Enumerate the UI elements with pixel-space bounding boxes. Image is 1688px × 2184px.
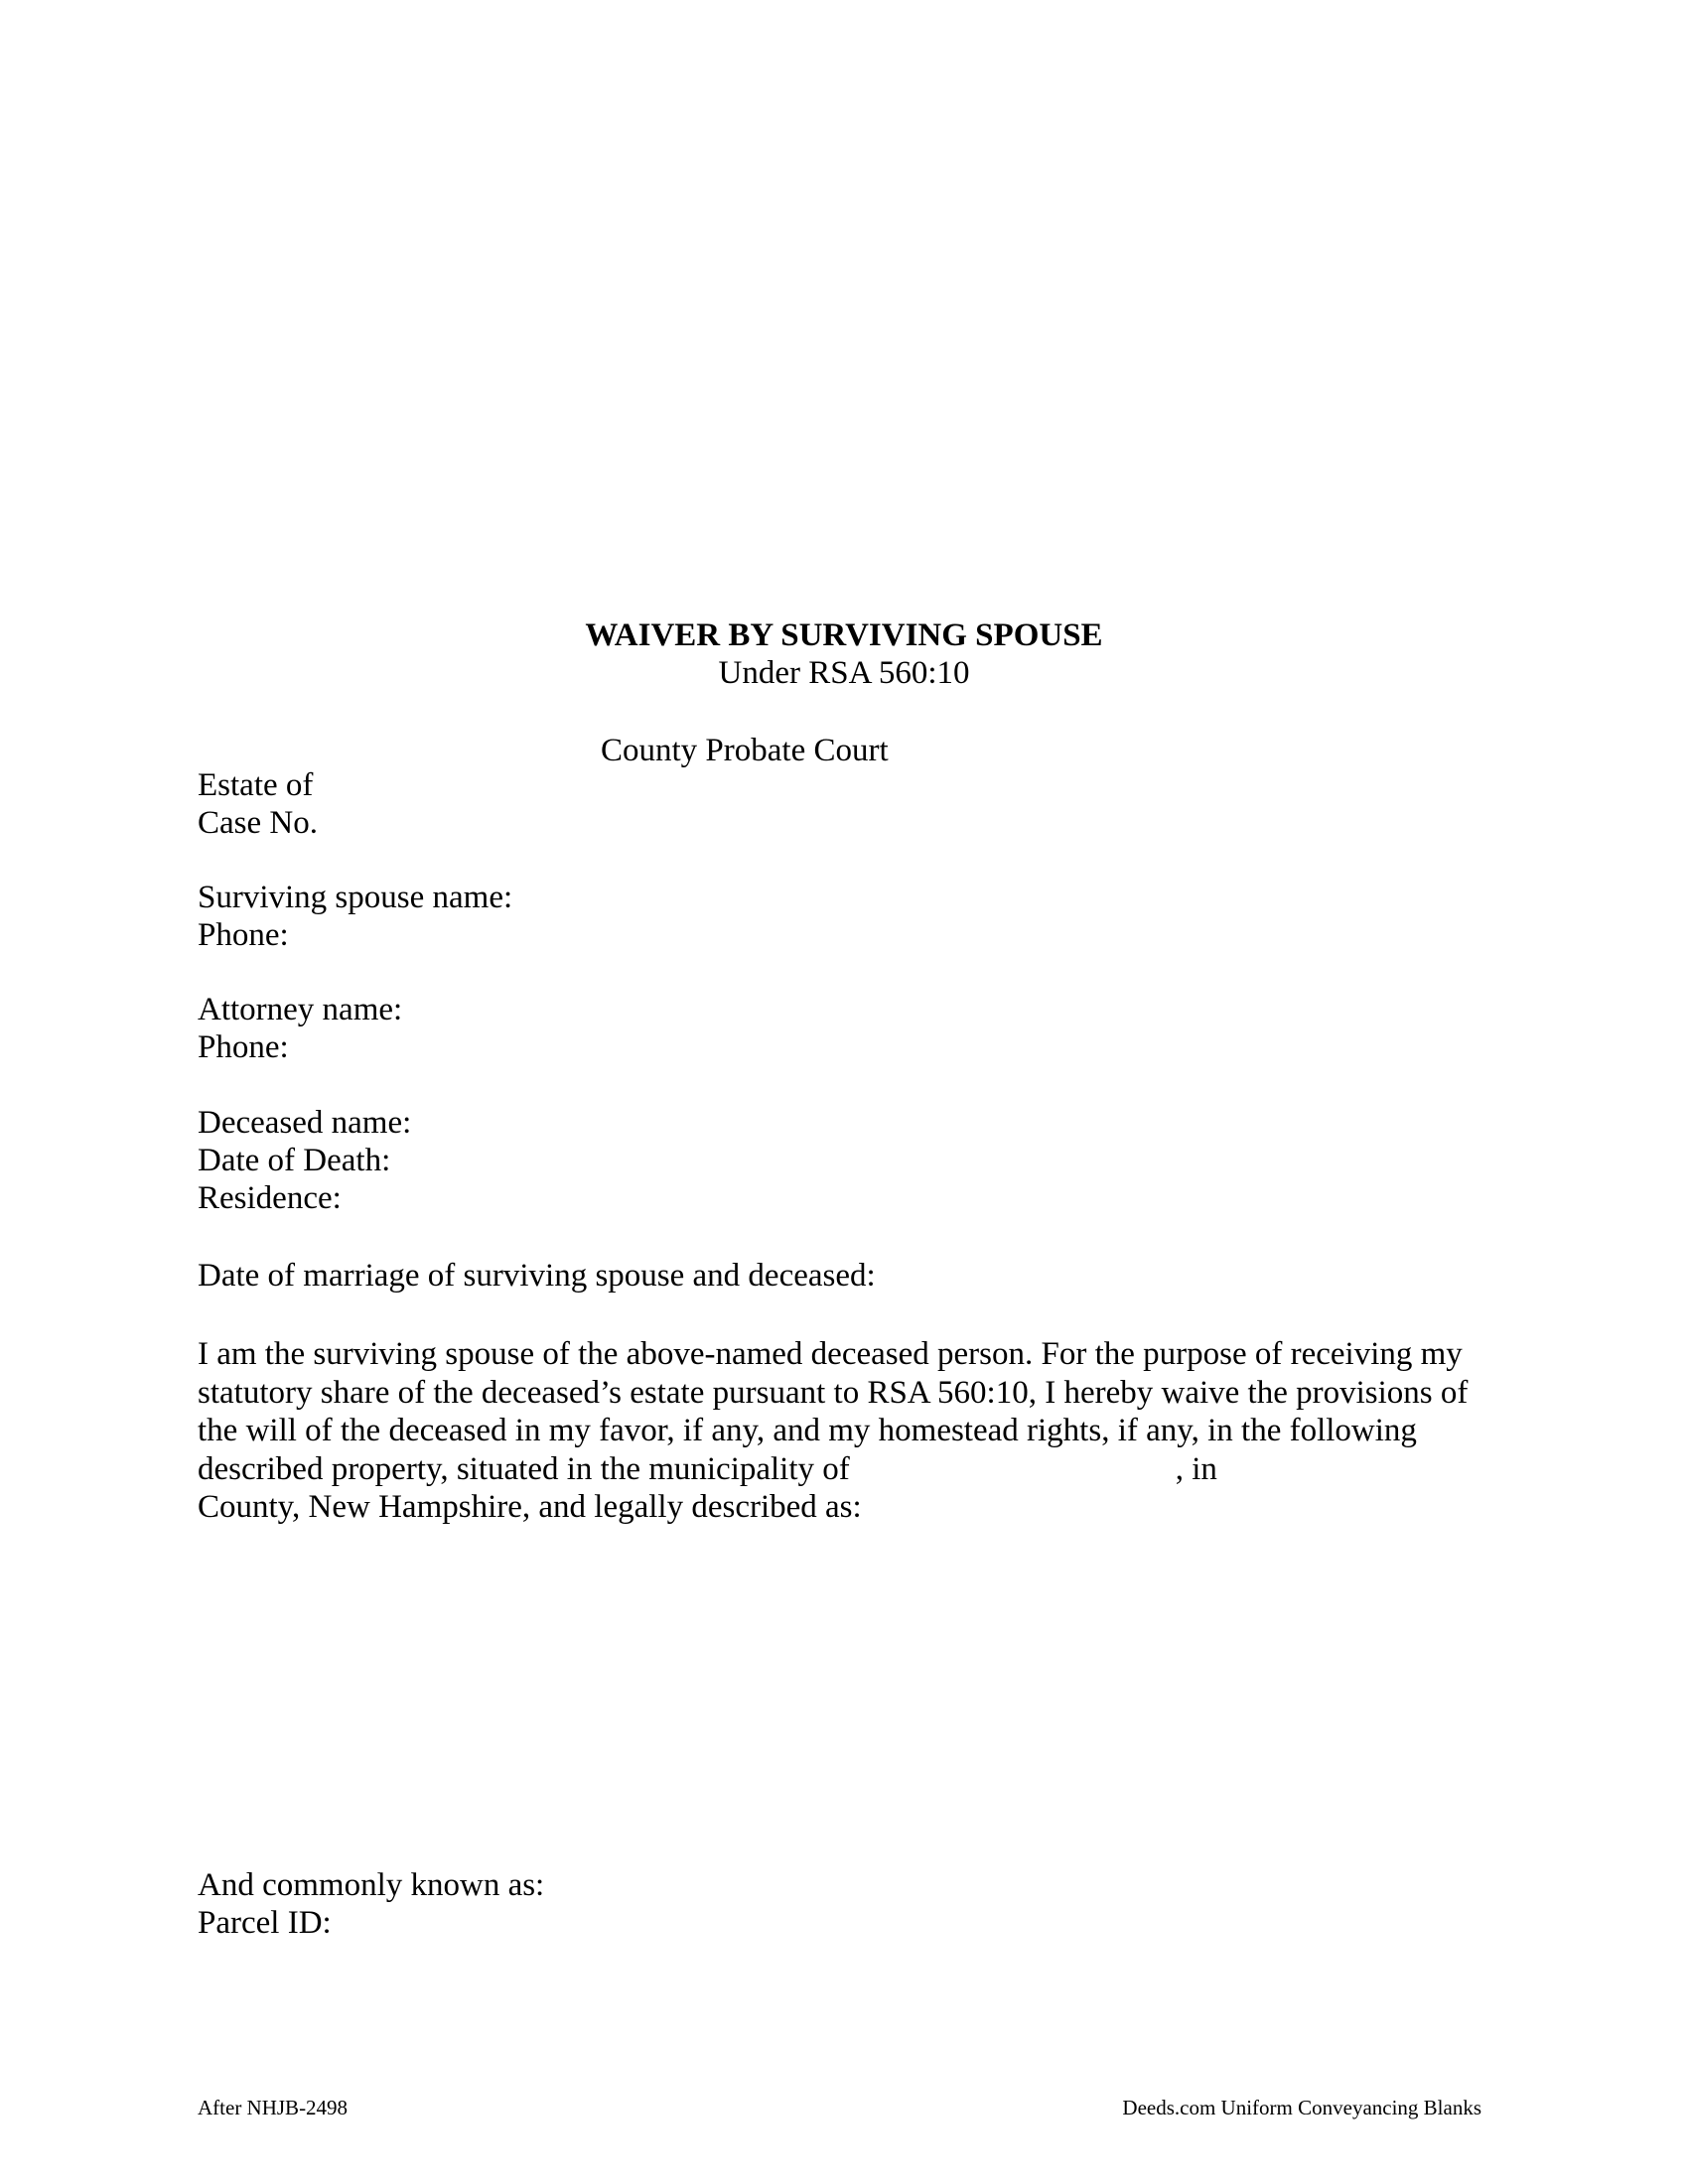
spouse-phone-label: Phone: [198,917,289,953]
case-info-block [198,766,318,842]
attorney-phone-label: Phone: [198,1029,289,1065]
attorney-name-label: Attorney name: [198,992,403,1027]
document-subtitle: Under RSA 560:10 [718,655,970,691]
municipality-suffix: , in [1175,1450,1217,1487]
waiver-line-4 [198,1450,1498,1489]
parcel-id-label: Parcel ID: [198,1905,332,1941]
spouse-name-label: Surviving spouse name: [198,880,513,915]
deceased-name-label: Deceased name: [198,1105,412,1141]
municipality-text: described property, situated in the municipality of [198,1450,850,1487]
waiver-line-5: County, New Hampshire, and legally described as: [198,1489,862,1525]
property-info-block [198,1866,544,1942]
residence-label: Residence: [198,1180,342,1216]
footer-left: After NHJB-2498 [198,2096,349,2119]
common-name-label: And commonly known as: [198,1867,545,1903]
footer-right: Deeds.com Uniform Conveyancing Blanks [1122,2096,1481,2119]
deceased-info-block [198,1104,411,1217]
spouse-info-block [198,879,512,954]
waiver-line-3: the will of the deceased in my favor, if any, and my homestead rights, if any, in the following [198,1413,1417,1448]
waiver-line-1: I am the surviving spouse of the above-named deceased person. For the purpose of receiving my [198,1336,1463,1372]
date-of-death-label: Date of Death: [198,1143,391,1178]
court-label: County Probate Court [601,733,889,768]
waiver-paragraph [198,1335,1498,1527]
marriage-date-block [198,1257,876,1295]
marriage-date-label: Date of marriage of surviving spouse and deceased: [198,1258,876,1294]
document-title: WAIVER BY SURVIVING SPOUSE [585,617,1103,653]
attorney-info-block [198,991,402,1066]
waiver-line-2: statutory share of the deceased’s estate pursuant to RSA 560:10, I hereby waive the provisions of [198,1374,1469,1411]
case-no-label: Case No. [198,805,318,841]
estate-label: Estate of [198,767,314,803]
